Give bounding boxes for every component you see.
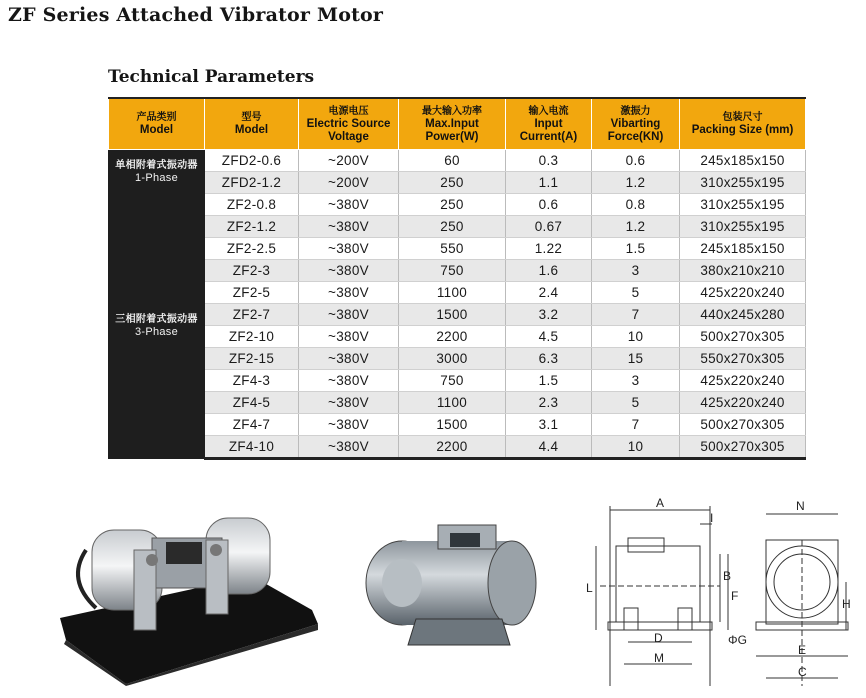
packing-size-cell: 245x185x150 — [680, 150, 806, 172]
force-cell: 1.2 — [592, 172, 680, 194]
table-row — [109, 414, 806, 436]
model-cell: ZF4-10 — [205, 436, 299, 459]
current-cell: 3.1 — [506, 414, 592, 436]
packing-size-cell: 380x210x210 — [680, 260, 806, 282]
table-row — [109, 194, 806, 216]
table-row — [109, 392, 806, 414]
technical-parameters-table — [108, 97, 806, 460]
voltage-cell: ~380V — [299, 260, 399, 282]
current-cell: 1.22 — [506, 238, 592, 260]
model-cell: ZF2-7 — [205, 304, 299, 326]
dim-label-B: B — [723, 569, 732, 583]
voltage-cell: ~380V — [299, 216, 399, 238]
force-cell: 7 — [592, 304, 680, 326]
voltage-cell: ~380V — [299, 392, 399, 414]
packing-size-cell: 245x185x150 — [680, 238, 806, 260]
model-cell: ZF2-1.2 — [205, 216, 299, 238]
category-cell: 三相附着式振动器 3-Phase — [109, 194, 205, 459]
power-cell: 1100 — [399, 282, 506, 304]
force-cell: 15 — [592, 348, 680, 370]
model-cell: ZFD2-0.6 — [205, 150, 299, 172]
current-cell: 0.3 — [506, 150, 592, 172]
vibrator-motor-photo — [362, 503, 546, 655]
model-cell: ZF2-0.8 — [205, 194, 299, 216]
packing-size-cell: 550x270x305 — [680, 348, 806, 370]
model-cell: ZF2-3 — [205, 260, 299, 282]
force-cell: 10 — [592, 326, 680, 348]
force-cell: 1.2 — [592, 216, 680, 238]
current-cell: 1.5 — [506, 370, 592, 392]
dim-label-L: L — [586, 581, 593, 595]
table-row — [109, 216, 806, 238]
voltage-cell: ~380V — [299, 194, 399, 216]
force-cell: 0.8 — [592, 194, 680, 216]
power-cell: 550 — [399, 238, 506, 260]
current-cell: 4.5 — [506, 326, 592, 348]
table-header-row — [109, 98, 806, 150]
current-cell: 1.6 — [506, 260, 592, 282]
packing-size-cell: 425x220x240 — [680, 282, 806, 304]
dim-label-D: D — [654, 631, 663, 645]
section-title: Technical Parameters — [108, 67, 315, 87]
dim-label-G: ΦG — [728, 633, 747, 647]
table-row — [109, 326, 806, 348]
dimension-drawing — [570, 496, 860, 696]
table-row — [109, 260, 806, 282]
voltage-cell: ~200V — [299, 150, 399, 172]
power-cell: 1500 — [399, 414, 506, 436]
force-cell: 1.5 — [592, 238, 680, 260]
model-cell: ZF2-2.5 — [205, 238, 299, 260]
force-cell: 3 — [592, 370, 680, 392]
model-cell: ZF4-3 — [205, 370, 299, 392]
packing-size-cell: 500x270x305 — [680, 414, 806, 436]
current-cell: 3.2 — [506, 304, 592, 326]
table-row — [109, 282, 806, 304]
power-cell: 250 — [399, 194, 506, 216]
current-cell: 2.4 — [506, 282, 592, 304]
table-row — [109, 304, 806, 326]
page-title: ZF Series Attached Vibrator Motor — [8, 4, 384, 26]
power-cell: 2200 — [399, 436, 506, 459]
packing-size-cell: 425x220x240 — [680, 392, 806, 414]
model-cell: ZF2-10 — [205, 326, 299, 348]
packing-size-cell: 440x245x280 — [680, 304, 806, 326]
voltage-cell: ~380V — [299, 238, 399, 260]
model-cell: ZF2-5 — [205, 282, 299, 304]
dim-label-C: C — [798, 665, 807, 679]
header-model: 型号 Model — [205, 98, 299, 150]
current-cell: 0.6 — [506, 194, 592, 216]
current-cell: 1.1 — [506, 172, 592, 194]
power-cell: 750 — [399, 370, 506, 392]
power-cell: 750 — [399, 260, 506, 282]
power-cell: 250 — [399, 216, 506, 238]
header-voltage: 电源电压 Electric Source Voltage — [299, 98, 399, 150]
force-cell: 5 — [592, 392, 680, 414]
voltage-cell: ~200V — [299, 172, 399, 194]
power-cell: 250 — [399, 172, 506, 194]
packing-size-cell: 425x220x240 — [680, 370, 806, 392]
dim-label-F: F — [731, 589, 739, 603]
power-cell: 1500 — [399, 304, 506, 326]
packing-size-cell: 310x255x195 — [680, 172, 806, 194]
dim-label-M: M — [654, 651, 664, 665]
voltage-cell: ~380V — [299, 436, 399, 459]
voltage-cell: ~380V — [299, 414, 399, 436]
force-cell: 7 — [592, 414, 680, 436]
force-cell: 5 — [592, 282, 680, 304]
header-category: 产品类别 Model — [109, 98, 205, 150]
table-row — [109, 436, 806, 459]
force-cell: 0.6 — [592, 150, 680, 172]
header-packing-size: 包装尺寸 Packing Size (mm) — [680, 98, 806, 150]
voltage-cell: ~380V — [299, 370, 399, 392]
power-cell: 2200 — [399, 326, 506, 348]
current-cell: 6.3 — [506, 348, 592, 370]
current-cell: 4.4 — [506, 436, 592, 459]
model-cell: ZF2-15 — [205, 348, 299, 370]
packing-size-cell: 500x270x305 — [680, 436, 806, 459]
model-cell: ZF4-5 — [205, 392, 299, 414]
voltage-cell: ~380V — [299, 326, 399, 348]
category-cell: 单相附着式振动器 1-Phase — [109, 150, 205, 194]
header-power: 最大输入功率 Max.Input Power(W) — [399, 98, 506, 150]
power-cell: 60 — [399, 150, 506, 172]
table-row — [109, 150, 806, 172]
force-cell: 3 — [592, 260, 680, 282]
packing-size-cell: 310x255x195 — [680, 216, 806, 238]
force-cell: 10 — [592, 436, 680, 459]
header-current: 输入电流 Input Current(A) — [506, 98, 592, 150]
motor-on-plate-photo — [56, 490, 318, 686]
model-cell: ZF4-7 — [205, 414, 299, 436]
table-row — [109, 172, 806, 194]
dim-label-E: E — [798, 643, 807, 657]
table-row — [109, 238, 806, 260]
voltage-cell: ~380V — [299, 348, 399, 370]
dim-label-A: A — [656, 496, 665, 510]
table-row — [109, 348, 806, 370]
packing-size-cell: 310x255x195 — [680, 194, 806, 216]
dim-label-H: H — [842, 597, 851, 611]
dim-label-I: I — [710, 511, 714, 525]
header-force: 激振力 Vibarting Force(KN) — [592, 98, 680, 150]
current-cell: 2.3 — [506, 392, 592, 414]
voltage-cell: ~380V — [299, 304, 399, 326]
table-row — [109, 370, 806, 392]
power-cell: 3000 — [399, 348, 506, 370]
dim-label-N: N — [796, 499, 805, 513]
power-cell: 1100 — [399, 392, 506, 414]
packing-size-cell: 500x270x305 — [680, 326, 806, 348]
voltage-cell: ~380V — [299, 282, 399, 304]
current-cell: 0.67 — [506, 216, 592, 238]
model-cell: ZFD2-1.2 — [205, 172, 299, 194]
